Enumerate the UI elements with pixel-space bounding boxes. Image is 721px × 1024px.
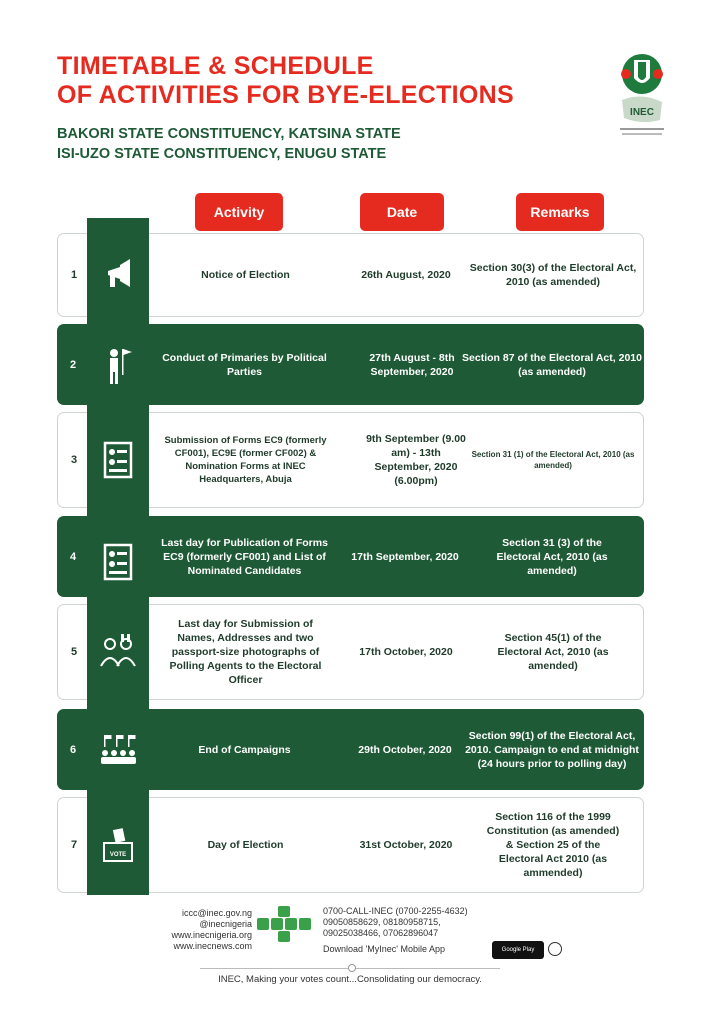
row-number: 3 <box>71 454 78 466</box>
campaign-crowd-icon <box>96 727 140 771</box>
row-activity: Last day for Publication of Forms EC9 (formerly CF001) and List of Nominated Candidates <box>161 536 328 577</box>
row-number: 2 <box>70 358 77 371</box>
inec-logo <box>612 50 672 145</box>
facebook-icon[interactable] <box>285 918 297 930</box>
social-icons <box>257 906 317 956</box>
row-remarks: Section 87 of the Electoral Act, 2010 (as amended) <box>462 351 642 378</box>
person-flag-icon <box>96 343 140 387</box>
row-number: 7 <box>71 839 78 851</box>
row-date: 27th August - 8th September, 2020 <box>369 351 455 378</box>
page-title <box>57 52 617 110</box>
row-date: 31st October, 2020 <box>359 839 453 851</box>
row-activity: End of Campaigns <box>198 743 291 756</box>
form-document-icon <box>96 540 140 584</box>
row-number: 6 <box>70 743 77 756</box>
row-remarks: Section 31 (3) of the Electoral Act, 2010 (as amended) <box>496 536 608 577</box>
footer-phones <box>323 906 523 939</box>
remarks-column-header: Remarks <box>516 193 604 231</box>
phone-icon <box>278 906 290 917</box>
row-date: 9th September (9.00 am) - 13th September, 2020 (6.00pm) <box>366 433 466 487</box>
polling-agents-icon <box>96 630 140 674</box>
row-remarks: Section 45(1) of the Electoral Act, 2010 (as amended) <box>497 632 609 672</box>
email-link[interactable]: iccc@inec.gov.ng <box>181 908 252 918</box>
phone-numbers: 09050858629, 08180958715, <box>323 917 441 927</box>
row-date: 17th September, 2020 <box>351 550 459 563</box>
row-activity: Conduct of Primaries by Political Parties <box>162 351 327 378</box>
whatsapp-icon <box>278 931 290 942</box>
row-activity: Day of Election <box>207 839 284 851</box>
twitter-icon[interactable] <box>257 918 269 930</box>
footer-contacts <box>140 908 252 952</box>
form-document-icon <box>96 438 140 482</box>
megaphone-icon <box>96 253 140 297</box>
instagram-icon[interactable] <box>271 918 283 930</box>
row-number: 5 <box>71 646 78 658</box>
footer-slogan: INEC, Making your votes count...Consolidating our democracy. <box>218 974 482 985</box>
row-number: 1 <box>71 269 78 281</box>
title-line-2: OF ACTIVITIES FOR BYE-ELECTIONS <box>57 81 515 109</box>
title-line-1: TIMETABLE & SCHEDULE <box>57 52 374 80</box>
date-column-header: Date <box>360 193 444 231</box>
row-remarks: Section 116 of the 1999 Constitution (as amended) & Section 25 of the Electoral Act 2010 (as ammended) <box>486 811 620 879</box>
website-link[interactable]: www.inecnews.com <box>173 941 252 951</box>
ballot-box-icon <box>96 823 140 867</box>
row-activity: Notice of Election <box>201 269 290 281</box>
row-remarks: Section 99(1) of the Electoral Act, 2010. Campaign to end at midnight (24 hours prior to polling day) <box>465 729 639 770</box>
row-remarks: Section 30(3) of the Electoral Act, 2010 (as amended) <box>469 262 637 288</box>
activity-column-header: Activity <box>195 193 283 231</box>
call-line: 0700-CALL-INEC (0700-2255-4632) <box>323 906 468 916</box>
google-play-badge[interactable]: Google Play <box>492 941 544 959</box>
website-link[interactable]: www.inecnigeria.org <box>171 930 252 940</box>
download-app-text: Download 'MyInec' Mobile App <box>323 944 446 954</box>
row-activity: Submission of Forms EC9 (formerly CF001), EC9E (former CF002) & Nomination Forms at INEC Headquarters, Abuja <box>164 435 327 485</box>
svg-text:VOTE: VOTE <box>109 852 127 858</box>
row-remarks: Section 31 (1) of the Electoral Act, 2010 (as amended) <box>471 450 635 470</box>
subtitle-line-2: ISI-UZO STATE CONSTITUENCY, ENUGU STATE <box>57 146 387 162</box>
myinec-app-icon[interactable] <box>548 942 562 956</box>
divider-dot <box>348 964 356 972</box>
phone-numbers: 09025038466, 07062896047 <box>323 928 439 938</box>
row-date: 29th October, 2020 <box>358 743 452 756</box>
row-number: 4 <box>70 550 77 563</box>
youtube-icon[interactable] <box>299 918 311 930</box>
row-activity: Last day for Submission of Names, Addresses and two passport-size photographs of Polling Agents to the Electoral Officer <box>169 618 322 686</box>
row-date: 17th October, 2020 <box>359 646 453 658</box>
social-handle[interactable]: @inecnigeria <box>199 919 252 929</box>
subtitle-line-1: BAKORI STATE CONSTITUENCY, KATSINA STATE <box>57 126 401 142</box>
logo-text: INEC <box>630 107 654 118</box>
row-date: 26th August, 2020 <box>361 269 451 281</box>
